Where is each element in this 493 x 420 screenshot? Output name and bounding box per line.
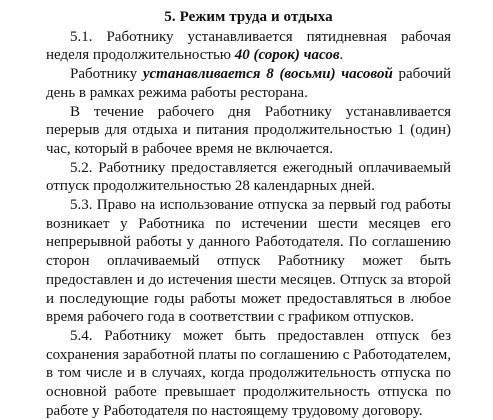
paragraph-text: 5.1. Работнику устанавливается пятидневная рабочая неделя продолжительностью — [46, 28, 451, 64]
section-title: 5. Режим труда и отдыха — [164, 9, 333, 25]
paragraph-text: 5.2. Работнику предоставляется ежегодный оплачиваемый отпуск продолжительностью 28 календарных дней. — [46, 159, 451, 195]
paragraph-p-5-1-break — [46, 103, 451, 159]
paragraph-text: 5.3. Право на использование отпуска за первый год работы возникает у Работника по истечении шести месяцев его непрерывной работы у данного Работодателя. По соглашению сторон оплачиваемый отпуск Работнику может быть предоставлен и до истечения шести месяцев. Отпуск за второй и последующие годы работы может предоставляться в любое время рабочего года в соответствии с графиком отпусков. — [46, 197, 451, 326]
emphasized-text: устанавливается 8 (восьми) часовой — [142, 66, 393, 83]
paragraph-text: рабочий день в рамках режима работы ресторана. — [46, 66, 452, 101]
paragraph-text: В течение рабочего дня Работнику устанавливается перерыв для отдыха и питания продолжительностью 1 (один) час, который в рабочее время не включается. — [46, 103, 451, 157]
paragraph-text: 5.4. Работнику может быть предоставлен отпуск без сохранения заработной платы по соглашению с Работодателем, в том числе и в случаях, когда продолжительность отпуска по основной работе превышает продолжительность отпуска по работе у Работодателя по настоящему трудовому договору. — [46, 327, 451, 419]
paragraph-p-5-4 — [46, 327, 451, 420]
paragraph-p-5-3 — [46, 196, 451, 327]
paragraph-list — [46, 28, 451, 420]
paragraph-p-5-2 — [46, 159, 451, 196]
paragraph-p-5-1-hours — [46, 65, 451, 102]
emphasized-text: 40 (сорок) часов — [234, 47, 340, 64]
paragraph-text: Работнику — [70, 66, 143, 83]
paragraph-p-5-1 — [46, 28, 451, 65]
paragraph-text: . — [339, 47, 344, 64]
